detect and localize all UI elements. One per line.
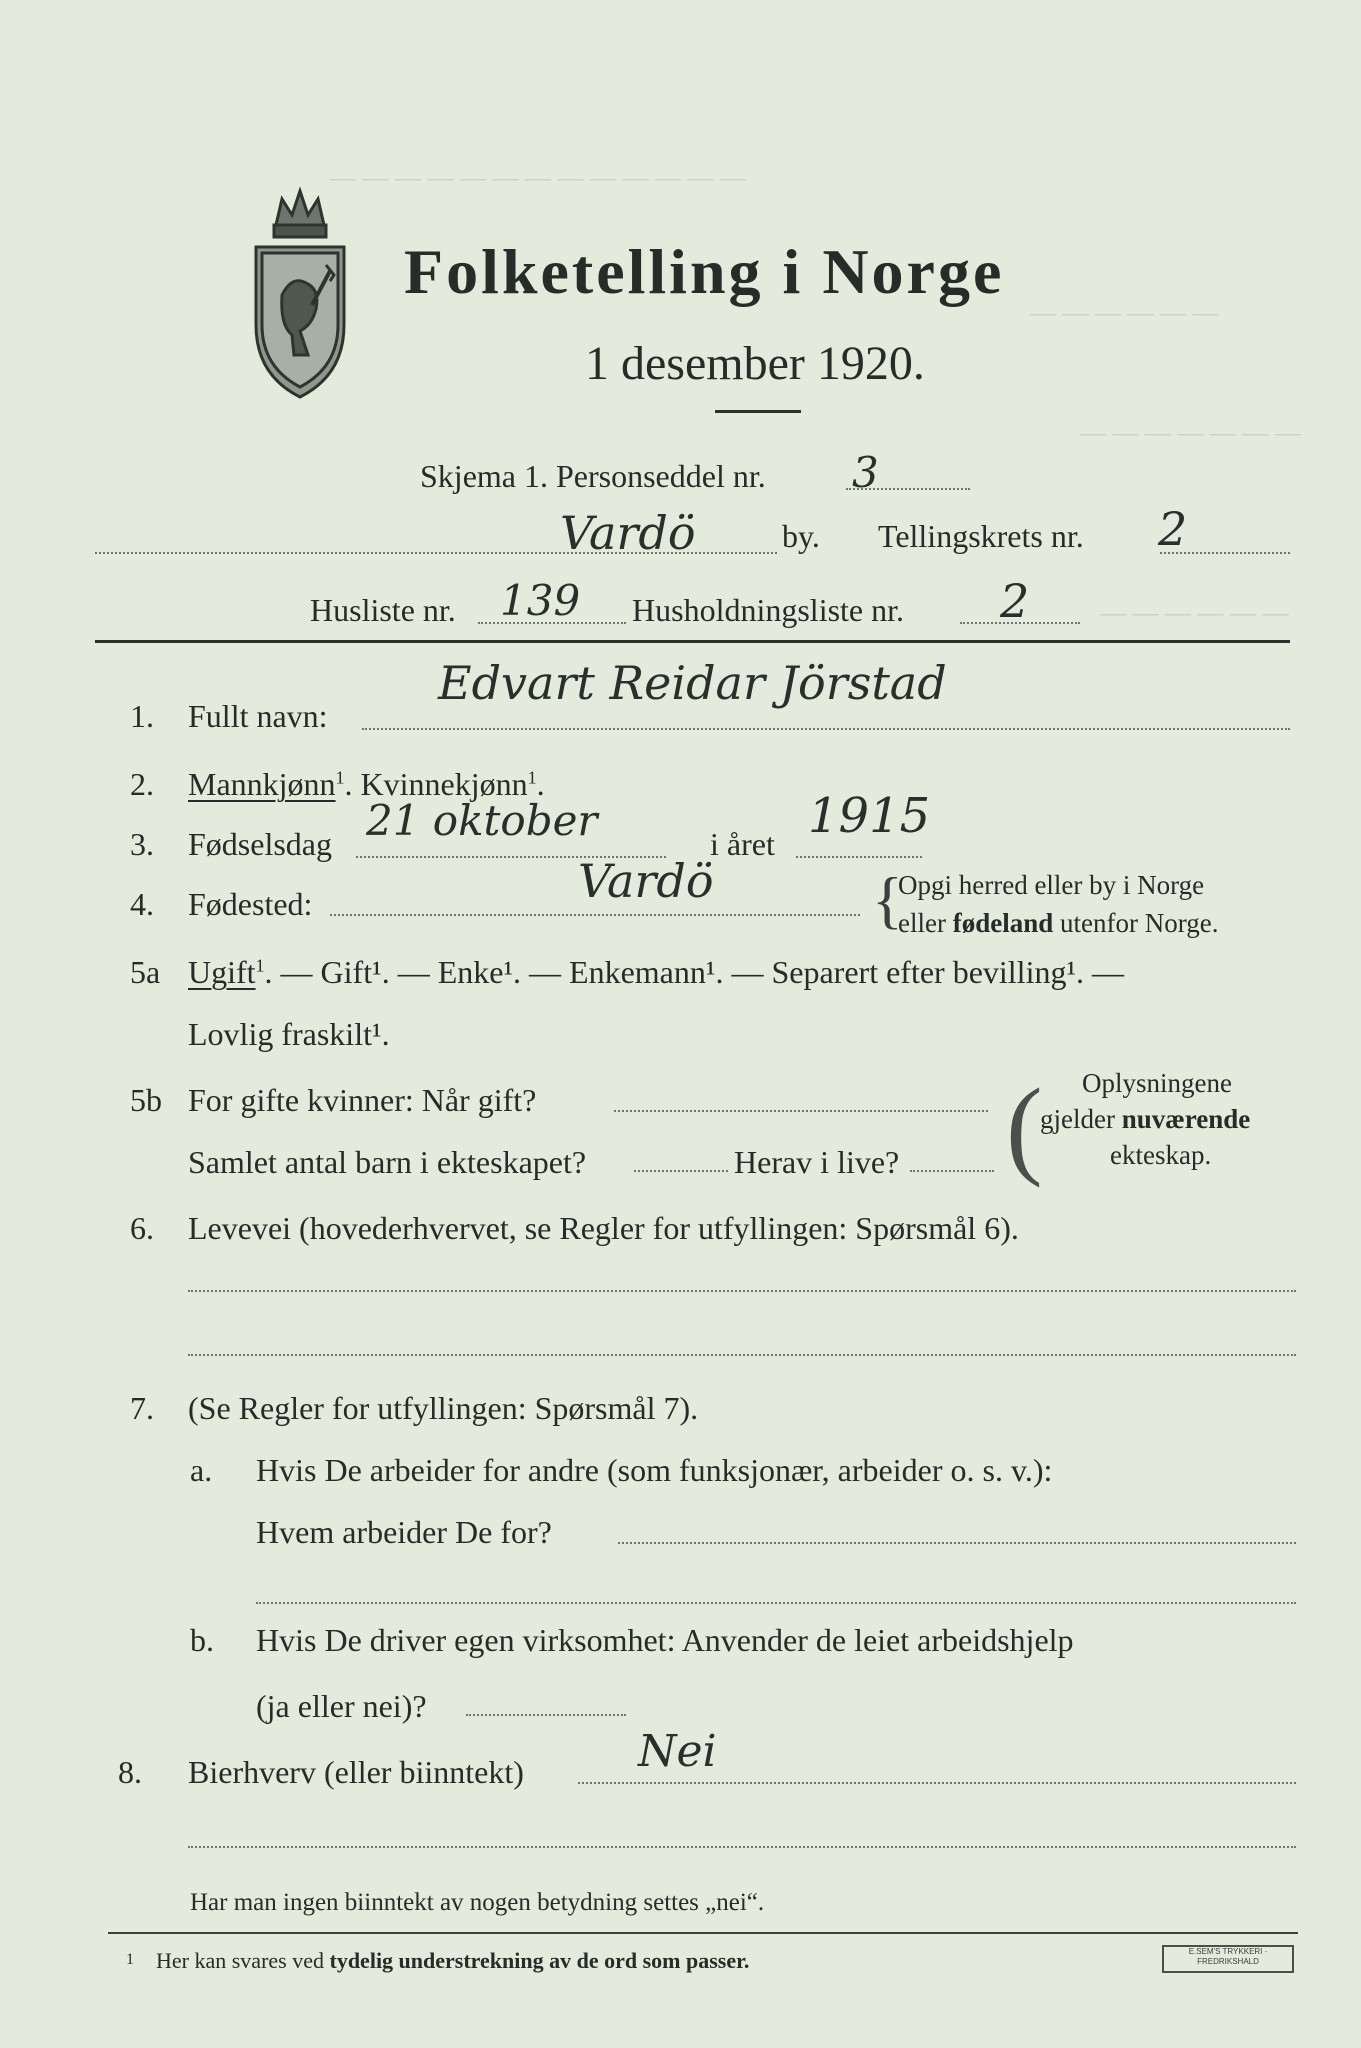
full-name-label: Fullt navn: bbox=[188, 698, 328, 734]
tellingskrets-label: Tellingskrets nr. bbox=[878, 518, 1084, 554]
birthday-value[interactable]: 21 oktober bbox=[366, 796, 598, 845]
question-5a-number: 5a bbox=[130, 954, 161, 990]
occupation-label: Levevei (hovederhvervet, se Regler for utfyllingen: Spørsmål 6). bbox=[188, 1210, 1019, 1246]
footnote-number: 1 bbox=[126, 1951, 134, 1968]
title-divider bbox=[715, 410, 801, 413]
secondary-income-value[interactable]: Nei bbox=[638, 1726, 717, 1777]
marriage-note-line2: gjelder nuværende bbox=[1040, 1104, 1251, 1134]
gender-options: Mannkjønn$^1$. Kvinnekjønn$^1$. bbox=[188, 766, 545, 802]
children-alive-label: Herav i live? bbox=[734, 1144, 900, 1180]
birthplace-value[interactable]: Vardö bbox=[578, 854, 714, 908]
birth-year-value[interactable]: 1915 bbox=[808, 788, 931, 844]
marital-divorced-option[interactable]: Lovlig fraskilt¹. bbox=[188, 1016, 390, 1052]
marriage-note-brace: ( bbox=[1006, 1066, 1043, 1188]
question-7-number: 7. bbox=[130, 1390, 154, 1426]
birthday-label: Fødselsdag bbox=[188, 826, 332, 862]
marital-other-options[interactable]: — Gift¹. — Enke¹. — Enkemann¹. — Separert efter bevilling¹. — bbox=[280, 954, 1125, 990]
hired-help-label: (ja eller nei)? bbox=[256, 1688, 427, 1724]
employer-label: Hvem arbeider De for? bbox=[256, 1514, 552, 1550]
birthplace-line bbox=[330, 914, 860, 916]
self-employed-question: Hvis De driver egen virksomhet: Anvender de leiet arbeidshjelp bbox=[256, 1622, 1074, 1658]
by-label: by. bbox=[782, 518, 820, 554]
norwegian-coat-of-arms-icon bbox=[246, 185, 354, 405]
secondary-income-label: Bierhverv (eller biinntekt) bbox=[188, 1754, 524, 1790]
question-1-number: 1. bbox=[130, 698, 154, 734]
footnote-rule bbox=[108, 1932, 1298, 1934]
hired-help-line bbox=[466, 1714, 626, 1716]
question-2-number: 2. bbox=[130, 766, 154, 802]
question-7a-letter: a. bbox=[190, 1452, 213, 1488]
birth-year-label: i året bbox=[710, 826, 775, 862]
husholdning-value[interactable]: 2 bbox=[1000, 574, 1030, 628]
employer-line-2 bbox=[256, 1602, 1296, 1604]
married-when-label: For gifte kvinner: Når gift? bbox=[188, 1082, 537, 1118]
question-3-number: 3. bbox=[130, 826, 154, 862]
bleed-through-text: — — — — — — — bbox=[1080, 418, 1301, 447]
birth-year-line bbox=[796, 856, 922, 858]
husliste-label: Husliste nr. bbox=[310, 592, 456, 628]
tellingskrets-value[interactable]: 2 bbox=[1158, 502, 1188, 556]
children-alive-line bbox=[910, 1170, 994, 1172]
birthplace-note-line1: Opgi herred eller by i Norge bbox=[898, 870, 1205, 900]
question-7b-letter: b. bbox=[190, 1622, 214, 1658]
employee-question: Hvis De arbeider for andre (som funksjonær, arbeider o. s. v.): bbox=[256, 1452, 1053, 1488]
employment-section-label: (Se Regler for utfyllingen: Spørsmål 7). bbox=[188, 1390, 699, 1426]
census-date: 1 desember 1920. bbox=[585, 337, 925, 390]
secondary-income-line bbox=[578, 1782, 1296, 1784]
married-when-line bbox=[614, 1110, 988, 1112]
secondary-income-line-2 bbox=[188, 1846, 1296, 1848]
question-6-number: 6. bbox=[130, 1210, 154, 1246]
gender-female-option[interactable]: Kvinnekjønn bbox=[360, 766, 528, 802]
employer-line bbox=[618, 1542, 1296, 1544]
full-name-line bbox=[362, 728, 1290, 730]
full-name-value[interactable]: Edvart Reidar Jörstad bbox=[438, 656, 947, 710]
bleed-through-text: — — — — — — bbox=[1030, 298, 1219, 327]
marriage-note-line1: Oplysningene bbox=[1082, 1068, 1232, 1098]
no-income-note: Har man ingen biinntekt av nogen betydning settes „nei“. bbox=[190, 1889, 765, 1916]
bleed-through-text: — — — — — — bbox=[1100, 598, 1289, 627]
footnote-text: Her kan svares ved tydelig understrekning av de ord som passer. bbox=[156, 1948, 750, 1973]
children-count-label: Samlet antal barn i ekteskapet? bbox=[188, 1144, 587, 1180]
occupation-line-1 bbox=[188, 1290, 1296, 1292]
question-8-number: 8. bbox=[118, 1754, 142, 1790]
birthplace-note-line2: eller fødeland utenfor Norge. bbox=[898, 908, 1219, 938]
page-title: Folketelling i Norge bbox=[404, 236, 1005, 307]
husliste-value[interactable]: 139 bbox=[500, 576, 581, 625]
skjema-label: Skjema 1. Personseddel nr. bbox=[420, 458, 766, 494]
by-value[interactable]: Vardö bbox=[560, 506, 696, 560]
marriage-note-line3: ekteskap. bbox=[1110, 1140, 1212, 1170]
marital-unmarried-option[interactable]: Ugift bbox=[188, 954, 256, 990]
printer-stamp: E.SEM'S TRYKKERI · FREDRIKSHALD bbox=[1162, 1945, 1294, 1973]
header-divider bbox=[95, 640, 1290, 643]
bleed-through-text: — — — — — — — — — — — — — bbox=[330, 163, 746, 192]
children-count-line bbox=[634, 1170, 728, 1172]
gender-male-option[interactable]: Mannkjønn bbox=[188, 766, 336, 802]
birthplace-note-brace: { bbox=[872, 864, 903, 935]
birthplace-label: Fødested: bbox=[188, 886, 313, 922]
occupation-line-2 bbox=[188, 1354, 1296, 1356]
skjema-nr-value[interactable]: 3 bbox=[852, 448, 879, 497]
husholdning-label: Husholdningsliste nr. bbox=[632, 592, 905, 628]
question-4-number: 4. bbox=[130, 886, 154, 922]
question-5b-number: 5b bbox=[130, 1082, 162, 1118]
marital-status-options: Ugift$^1$. — Gift¹. — Enke¹. — Enkemann¹. — Separert efter bevilling¹. — bbox=[188, 954, 1125, 990]
